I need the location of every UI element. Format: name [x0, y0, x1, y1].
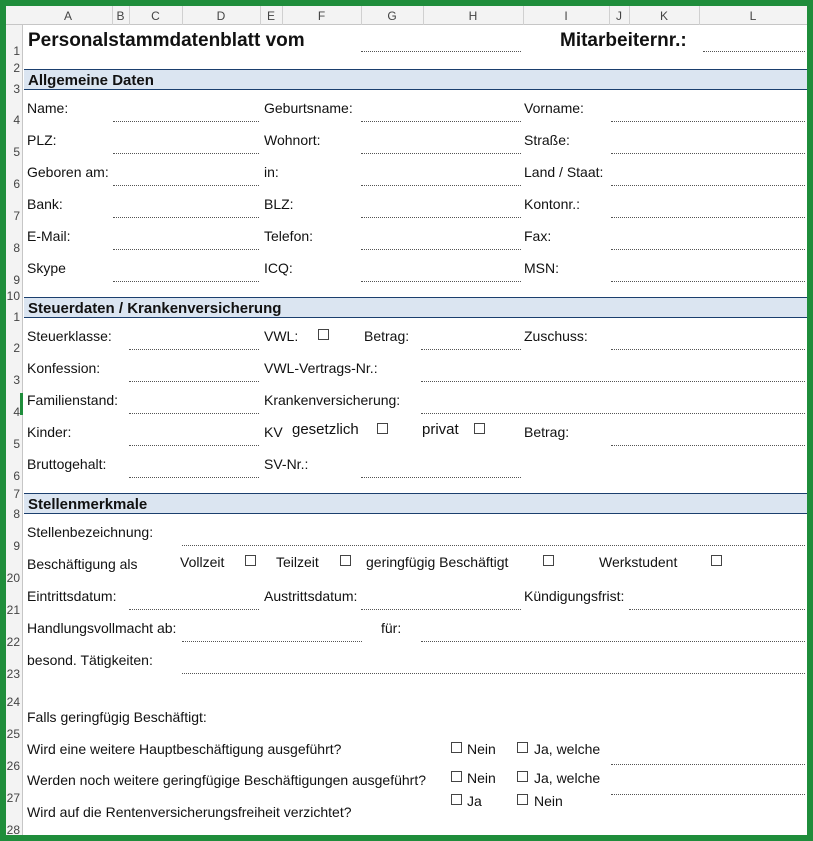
exit-date-field[interactable] [361, 609, 521, 610]
zip-label: PLZ: [27, 132, 57, 148]
allowance-field[interactable] [611, 349, 805, 350]
health-insurance-label: Krankenversicherung: [264, 392, 401, 408]
entry-date-label: Eintrittsdatum: [27, 588, 117, 604]
country-field[interactable] [611, 185, 805, 186]
name-label: Name: [27, 100, 69, 116]
row-header[interactable]: 10 [6, 289, 20, 303]
employee-no-field[interactable] [703, 51, 805, 52]
gross-salary-label: Bruttogehalt: [27, 456, 107, 472]
vwl-label: VWL: [264, 328, 299, 344]
sv-no-field[interactable] [361, 477, 521, 478]
page-title: Personalstammdatenblatt vom [28, 30, 305, 51]
section-header-tax [24, 297, 807, 318]
row-header[interactable]: 8 [13, 507, 20, 521]
vwl-checkbox[interactable] [318, 329, 329, 340]
marital-status-label: Familienstand: [27, 392, 119, 408]
first-name-field[interactable] [611, 121, 805, 122]
column-header-a[interactable]: A [63, 9, 72, 23]
row-header[interactable]: 5 [13, 145, 20, 159]
amount-label: Betrag: [364, 328, 410, 344]
skype-field[interactable] [113, 281, 259, 282]
spreadsheet[interactable] [6, 6, 807, 835]
row-header[interactable]: 3 [13, 373, 20, 387]
icq-label: ICQ: [264, 260, 293, 276]
notice-period-field[interactable] [629, 609, 805, 610]
q1-yes-which-label: Ja, welche [534, 741, 601, 757]
row-header[interactable]: 5 [13, 437, 20, 451]
question-main-job: Wird eine weitere Hauptbeschäftigung ausgeführt? [27, 741, 342, 757]
minor-checkbox[interactable] [543, 555, 554, 566]
kv-label: KV [264, 424, 283, 440]
full-time-checkbox[interactable] [245, 555, 256, 566]
bank-field[interactable] [113, 217, 259, 218]
row-header[interactable]: 26 [6, 759, 20, 773]
row-header[interactable]: 1 [13, 310, 20, 324]
bank-label: Bank: [27, 196, 63, 212]
row-header[interactable]: 23 [6, 667, 20, 681]
city-field[interactable] [361, 153, 521, 154]
q2-which-field[interactable] [611, 794, 805, 795]
notice-period-label: Kündigungsfrist: [524, 588, 625, 604]
q3-yes-checkbox[interactable] [451, 794, 462, 805]
q3-no-checkbox[interactable] [517, 794, 528, 805]
first-name-label: Vorname: [524, 100, 584, 116]
email-field[interactable] [113, 249, 259, 250]
vwl-contract-label: VWL-Vertrags-Nr.: [264, 360, 378, 376]
row-header[interactable]: 2 [13, 341, 20, 355]
row-header[interactable]: 7 [13, 487, 20, 501]
full-time-label: Vollzeit [180, 554, 225, 570]
working-student-checkbox[interactable] [711, 555, 722, 566]
employment-as-label: Beschäftigung als [27, 556, 138, 572]
question-other-minor-jobs: Werden noch weitere geringfügige Beschäftigungen ausgeführt? [27, 772, 427, 788]
private-checkbox[interactable] [474, 423, 485, 434]
row-header[interactable]: 28 [6, 823, 20, 835]
row-header[interactable]: 3 [13, 82, 20, 96]
q3-yes-label: Ja [467, 793, 482, 809]
born-in-label: in: [264, 164, 279, 180]
row-header[interactable]: 27 [6, 791, 20, 805]
q1-no-label: Nein [467, 741, 496, 757]
q3-no-label: Nein [534, 793, 563, 809]
column-header-bar [6, 6, 807, 25]
email-label: E-Mail: [27, 228, 71, 244]
amount2-field[interactable] [611, 445, 805, 446]
column-header-k[interactable]: K [659, 9, 668, 23]
row-header-active[interactable]: 4 [13, 405, 20, 419]
row-header[interactable]: 8 [13, 241, 20, 255]
marital-status-field[interactable] [129, 413, 259, 414]
section-header-general [24, 69, 807, 90]
born-on-label: Geboren am: [27, 164, 109, 180]
children-field[interactable] [129, 445, 259, 446]
fax-label: Fax: [524, 228, 552, 244]
row-header[interactable]: 25 [6, 727, 20, 741]
row-header-bar [6, 25, 23, 835]
column-header-j[interactable]: J [616, 9, 622, 23]
row-header[interactable]: 4 [13, 113, 20, 127]
icq-field[interactable] [361, 281, 521, 282]
born-on-field[interactable] [113, 185, 259, 186]
birth-name-label: Geburtsname: [264, 100, 353, 116]
q2-no-label: Nein [467, 770, 496, 786]
part-time-label: Teilzeit [276, 554, 319, 570]
children-label: Kinder: [27, 424, 72, 440]
confession-label: Konfession: [27, 360, 101, 376]
section-header-position [24, 493, 807, 514]
for-field[interactable] [421, 641, 805, 642]
account-field[interactable] [611, 217, 805, 218]
row-header[interactable]: 7 [13, 209, 20, 223]
column-header-b[interactable]: B [116, 9, 125, 23]
column-header-e[interactable]: E [266, 9, 275, 23]
tax-class-label: Steuerklasse: [27, 328, 112, 344]
row-header[interactable]: 24 [6, 695, 20, 709]
exit-date-label: Austrittsdatum: [264, 588, 358, 604]
tax-class-field[interactable] [129, 349, 259, 350]
street-field[interactable] [611, 153, 805, 154]
if-minor-label: Falls geringfügig Beschäftigt: [27, 709, 207, 725]
row-header[interactable]: 22 [6, 635, 20, 649]
special-tasks-field[interactable] [182, 673, 805, 674]
name-field[interactable] [113, 121, 259, 122]
q1-which-field[interactable] [611, 764, 805, 765]
q2-no-checkbox[interactable] [451, 771, 462, 782]
special-tasks-label: besond. Tätigkeiten: [27, 652, 153, 668]
amount-field[interactable] [421, 349, 521, 350]
column-header-i[interactable]: I [564, 9, 568, 23]
private-label: privat [422, 421, 459, 438]
statutory-label: gesetzlich [292, 421, 359, 438]
section-title: Allgemeine Daten [28, 72, 154, 89]
row-header[interactable]: 6 [13, 177, 20, 191]
born-in-field[interactable] [361, 185, 521, 186]
row-header[interactable]: 1 [13, 44, 20, 58]
column-header-c[interactable]: C [151, 9, 160, 23]
row-header[interactable]: 9 [13, 539, 20, 553]
msn-field[interactable] [611, 281, 805, 282]
skype-label: Skype [27, 260, 66, 276]
question-pension-exemption: Wird auf die Rentenversicherungsfreiheit verzichtet? [27, 804, 352, 820]
confession-field[interactable] [129, 381, 259, 382]
vwl-contract-field[interactable] [421, 381, 805, 382]
sv-no-label: SV-Nr.: [264, 456, 309, 472]
column-header-h[interactable]: H [468, 9, 478, 23]
birth-name-field[interactable] [361, 121, 521, 122]
entry-date-field[interactable] [129, 609, 259, 610]
job-title-field[interactable] [182, 545, 805, 546]
for-label: für: [381, 620, 402, 636]
zip-field[interactable] [113, 153, 259, 154]
employee-no-label: Mitarbeiternr.: [560, 30, 687, 51]
country-label: Land / Staat: [524, 164, 604, 180]
allowance-label: Zuschuss: [524, 328, 588, 344]
column-header-d[interactable]: D [216, 9, 226, 23]
job-title-label: Stellenbezeichnung: [27, 524, 154, 540]
phone-field[interactable] [361, 249, 521, 250]
street-label: Straße: [524, 132, 570, 148]
minor-label: geringfügig Beschäftigt [366, 554, 509, 570]
row-header[interactable]: 6 [13, 469, 20, 483]
gross-salary-field[interactable] [129, 477, 259, 478]
q1-yes-checkbox[interactable] [517, 742, 528, 753]
column-header-g[interactable]: G [387, 9, 397, 23]
city-label: Wohnort: [264, 132, 321, 148]
statutory-checkbox[interactable] [377, 423, 388, 434]
q1-no-checkbox[interactable] [451, 742, 462, 753]
column-header-l[interactable]: L [749, 9, 757, 23]
q2-yes-which-label: Ja, welche [534, 770, 601, 786]
fax-field[interactable] [611, 249, 805, 250]
phone-label: Telefon: [264, 228, 314, 244]
power-of-attorney-label: Handlungsvollmacht ab: [27, 620, 177, 636]
health-insurance-field[interactable] [421, 413, 805, 414]
msn-label: MSN: [524, 260, 559, 276]
q2-yes-checkbox[interactable] [517, 771, 528, 782]
section-title: Steuerdaten / Krankenversicherung [28, 300, 282, 317]
row-header[interactable]: 2 [13, 61, 20, 75]
working-student-label: Werkstudent [599, 554, 678, 570]
section-title: Stellenmerkmale [28, 496, 148, 513]
blz-field[interactable] [361, 217, 521, 218]
column-header-f[interactable]: F [317, 9, 326, 23]
blz-label: BLZ: [264, 196, 294, 212]
row-header[interactable]: 21 [6, 603, 20, 617]
row-header[interactable]: 9 [13, 273, 20, 287]
part-time-checkbox[interactable] [340, 555, 351, 566]
date-field[interactable] [361, 51, 521, 52]
row-header[interactable]: 20 [6, 571, 20, 585]
power-of-attorney-field[interactable] [182, 641, 362, 642]
account-label: Kontonr.: [524, 196, 581, 212]
amount2-label: Betrag: [524, 424, 570, 440]
